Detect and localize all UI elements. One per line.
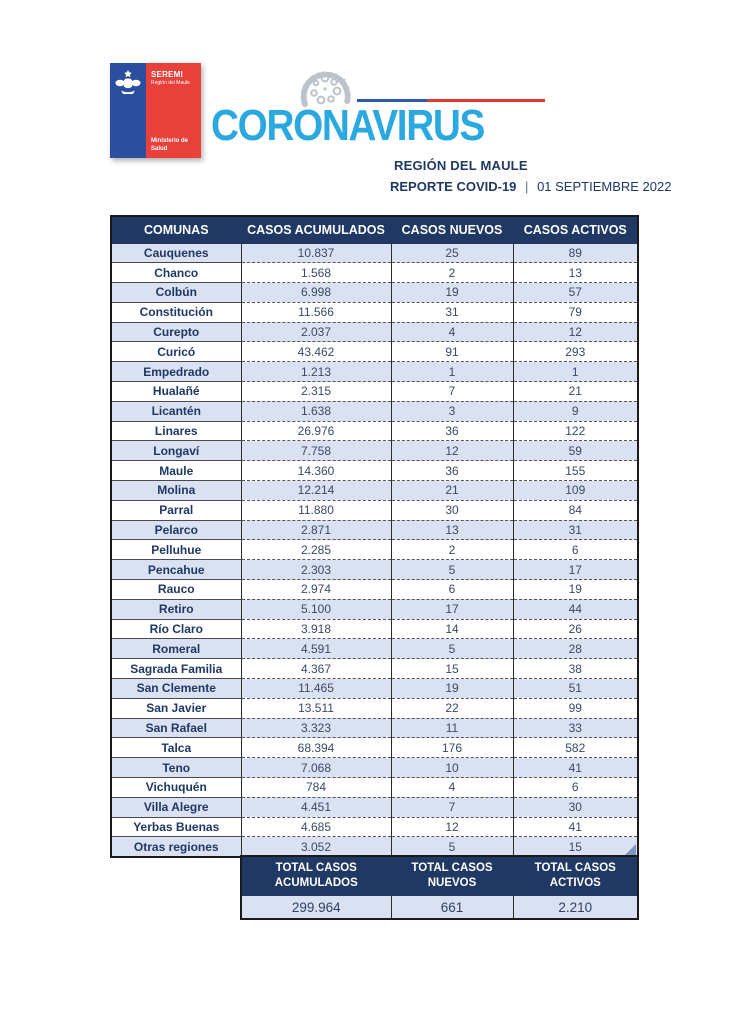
comuna-cell: Talca — [111, 738, 241, 758]
nuevos-cell: 2 — [391, 540, 513, 560]
acumulados-cell: 11.880 — [241, 500, 391, 520]
region-title: REGIÓN DEL MAULE — [394, 158, 528, 173]
nuevos-cell: 91 — [391, 342, 513, 362]
nuevos-cell: 1 — [391, 362, 513, 382]
acumulados-cell: 4.685 — [241, 817, 391, 837]
activos-cell: 12 — [513, 322, 638, 342]
activos-cell: 84 — [513, 500, 638, 520]
acumulados-cell: 784 — [241, 778, 391, 798]
table-row — [111, 797, 638, 817]
table-row — [111, 520, 638, 540]
table-row — [111, 619, 638, 639]
table-row — [111, 441, 638, 461]
table-row — [111, 342, 638, 362]
nuevos-cell: 2 — [391, 263, 513, 283]
activos-cell: 293 — [513, 342, 638, 362]
total-label-line2: ACUMULADOS — [274, 876, 358, 889]
activos-cell: 30 — [513, 797, 638, 817]
comuna-cell: Colbún — [111, 283, 241, 303]
nuevos-cell: 7 — [391, 382, 513, 402]
table-row — [111, 758, 638, 778]
acumulados-cell: 4.451 — [241, 797, 391, 817]
comuna-cell: Vichuquén — [111, 778, 241, 798]
report-date: 01 SEPTIEMBRE 2022 — [537, 179, 672, 194]
comuna-cell: Pelarco — [111, 520, 241, 540]
acumulados-cell: 2.974 — [241, 580, 391, 600]
activos-cell: 51 — [513, 679, 638, 699]
report-subtitle — [390, 179, 671, 194]
totals-table — [240, 855, 639, 920]
table-header-row — [111, 216, 638, 243]
nuevos-cell: 22 — [391, 698, 513, 718]
logo-ministry-label: Ministerio de Salud — [151, 138, 189, 152]
acumulados-cell: 14.360 — [241, 461, 391, 481]
table-row — [111, 421, 638, 441]
comuna-cell: Otras regiones — [111, 837, 241, 857]
acumulados-cell: 2.285 — [241, 540, 391, 560]
totals-header-row — [241, 856, 638, 895]
acumulados-cell: 43.462 — [241, 342, 391, 362]
nuevos-cell: 17 — [391, 599, 513, 619]
total-nuevos-value: 661 — [391, 895, 513, 919]
comuna-cell: San Clemente — [111, 679, 241, 699]
total-label-line2: ACTIVOS — [549, 876, 601, 889]
page-title: CORONAVIRUS — [211, 101, 485, 150]
nuevos-cell: 5 — [391, 560, 513, 580]
table-row — [111, 560, 638, 580]
nuevos-cell: 5 — [391, 837, 513, 857]
activos-cell: 26 — [513, 619, 638, 639]
table-row — [111, 322, 638, 342]
acumulados-cell: 11.566 — [241, 302, 391, 322]
comuna-cell: San Javier — [111, 698, 241, 718]
comuna-cell: Cauquenes — [111, 243, 241, 263]
comuna-cell: Pencahue — [111, 560, 241, 580]
activos-cell: 6 — [513, 540, 638, 560]
table-row — [111, 481, 638, 501]
nuevos-cell: 15 — [391, 659, 513, 679]
col-header-nuevos: CASOS NUEVOS — [391, 216, 513, 243]
nuevos-cell: 4 — [391, 322, 513, 342]
table-row — [111, 382, 638, 402]
nuevos-cell: 25 — [391, 243, 513, 263]
total-nuevos-header — [391, 856, 513, 895]
nuevos-cell: 5 — [391, 639, 513, 659]
table-row — [111, 599, 638, 619]
nuevos-cell: 13 — [391, 520, 513, 540]
acumulados-cell: 68.394 — [241, 738, 391, 758]
table-row — [111, 580, 638, 600]
comuna-cell: Sagrada Familia — [111, 659, 241, 679]
logo-blue-panel — [110, 63, 146, 158]
table-row — [111, 540, 638, 560]
col-header-comunas: COMUNAS — [111, 216, 241, 243]
acumulados-cell: 7.758 — [241, 441, 391, 461]
nuevos-cell: 19 — [391, 679, 513, 699]
total-label-line1: TOTAL CASOS — [534, 862, 616, 874]
col-header-acumulados: CASOS ACUMULADOS — [241, 216, 391, 243]
comuna-cell: Molina — [111, 481, 241, 501]
table-row — [111, 639, 638, 659]
table-row — [111, 461, 638, 481]
table-row — [111, 778, 638, 798]
activos-cell: 44 — [513, 599, 638, 619]
acumulados-cell: 10.837 — [241, 243, 391, 263]
comuna-cell: Yerbas Buenas — [111, 817, 241, 837]
table-row — [111, 283, 638, 303]
activos-cell: 582 — [513, 738, 638, 758]
activos-cell: 33 — [513, 718, 638, 738]
activos-cell: 109 — [513, 481, 638, 501]
activos-cell: 38 — [513, 659, 638, 679]
acumulados-cell: 6.998 — [241, 283, 391, 303]
comuna-cell: Curepto — [111, 322, 241, 342]
total-label-line1: TOTAL CASOS — [411, 862, 493, 874]
table-row — [111, 362, 638, 382]
total-activos-header — [513, 856, 638, 895]
acumulados-cell: 5.100 — [241, 599, 391, 619]
activos-cell: 28 — [513, 639, 638, 659]
comuna-cell: Parral — [111, 500, 241, 520]
acumulados-cell: 4.591 — [241, 639, 391, 659]
comuna-cell: Linares — [111, 421, 241, 441]
nuevos-cell: 11 — [391, 718, 513, 738]
total-label-line1: TOTAL CASOS — [275, 862, 357, 874]
comuna-cell: Longaví — [111, 441, 241, 461]
acumulados-cell: 3.052 — [241, 837, 391, 857]
nuevos-cell: 31 — [391, 302, 513, 322]
activos-cell: 79 — [513, 302, 638, 322]
report-label: REPORTE COVID-19 — [390, 179, 517, 194]
table-row — [111, 817, 638, 837]
comuna-cell: Pelluhue — [111, 540, 241, 560]
activos-cell: 59 — [513, 441, 638, 461]
comuna-cell: San Rafael — [111, 718, 241, 738]
nuevos-cell: 30 — [391, 500, 513, 520]
table-row — [111, 738, 638, 758]
logo-red-panel — [146, 63, 201, 158]
activos-cell: 6 — [513, 778, 638, 798]
comuna-cell: Retiro — [111, 599, 241, 619]
activos-cell: 21 — [513, 382, 638, 402]
comuna-cell: Río Claro — [111, 619, 241, 639]
activos-cell: 89 — [513, 243, 638, 263]
nuevos-cell: 176 — [391, 738, 513, 758]
comuna-cell: Romeral — [111, 639, 241, 659]
seremi-ministry-logo — [110, 63, 201, 158]
acumulados-cell: 1.568 — [241, 263, 391, 283]
acumulados-cell: 2.037 — [241, 322, 391, 342]
total-label-line2: NUEVOS — [427, 876, 477, 889]
activos-cell: 41 — [513, 817, 638, 837]
comuna-cell: Constitución — [111, 302, 241, 322]
acumulados-cell: 2.871 — [241, 520, 391, 540]
acumulados-cell: 12.214 — [241, 481, 391, 501]
total-acumulados-header — [241, 856, 391, 895]
nuevos-cell: 10 — [391, 758, 513, 778]
logo-seremi-label: SEREMI — [151, 70, 183, 79]
activos-cell: 57 — [513, 283, 638, 303]
table-row — [111, 243, 638, 263]
acumulados-cell: 1.638 — [241, 401, 391, 421]
acumulados-cell: 11.465 — [241, 679, 391, 699]
nuevos-cell: 19 — [391, 283, 513, 303]
comuna-cell: Villa Alegre — [111, 797, 241, 817]
acumulados-cell: 26.976 — [241, 421, 391, 441]
comuna-cell: Empedrado — [111, 362, 241, 382]
nuevos-cell: 12 — [391, 441, 513, 461]
acumulados-cell: 7.068 — [241, 758, 391, 778]
nuevos-cell: 12 — [391, 817, 513, 837]
activos-cell: 19 — [513, 580, 638, 600]
activos-cell: 9 — [513, 401, 638, 421]
acumulados-cell: 4.367 — [241, 659, 391, 679]
table-row — [111, 302, 638, 322]
table-row — [111, 659, 638, 679]
comuna-cell: Teno — [111, 758, 241, 778]
logo-region-label: Región del Maule — [151, 80, 190, 86]
report-separator: | — [525, 179, 529, 194]
comuna-cell: Rauco — [111, 580, 241, 600]
nuevos-cell: 4 — [391, 778, 513, 798]
acumulados-cell: 3.323 — [241, 718, 391, 738]
table-row — [111, 401, 638, 421]
nuevos-cell: 3 — [391, 401, 513, 421]
comuna-cell: Maule — [111, 461, 241, 481]
comuna-cell: Chanco — [111, 263, 241, 283]
table-row — [111, 837, 638, 857]
activos-cell: 1 — [513, 362, 638, 382]
activos-cell: 15 — [513, 837, 638, 857]
acumulados-cell: 2.303 — [241, 560, 391, 580]
acumulados-cell: 1.213 — [241, 362, 391, 382]
activos-cell: 99 — [513, 698, 638, 718]
activos-cell: 13 — [513, 263, 638, 283]
activos-cell: 41 — [513, 758, 638, 778]
activos-cell: 17 — [513, 560, 638, 580]
nuevos-cell: 21 — [391, 481, 513, 501]
nuevos-cell: 7 — [391, 797, 513, 817]
table-row — [111, 718, 638, 738]
activos-cell: 155 — [513, 461, 638, 481]
activos-cell: 122 — [513, 421, 638, 441]
total-acumulados-value: 299.964 — [241, 895, 391, 919]
nuevos-cell: 6 — [391, 580, 513, 600]
table-corner-fold — [625, 844, 636, 855]
acumulados-cell: 13.511 — [241, 698, 391, 718]
nuevos-cell: 14 — [391, 619, 513, 639]
activos-cell: 31 — [513, 520, 638, 540]
table-row — [111, 263, 638, 283]
comuna-cell: Curicó — [111, 342, 241, 362]
comuna-cell: Licantén — [111, 401, 241, 421]
total-activos-value: 2.210 — [513, 895, 638, 919]
acumulados-cell: 3.918 — [241, 619, 391, 639]
comuna-cell: Hualañé — [111, 382, 241, 402]
acumulados-cell: 2.315 — [241, 382, 391, 402]
communes-table — [110, 215, 639, 858]
table-body — [111, 243, 638, 857]
table-row — [111, 679, 638, 699]
nuevos-cell: 36 — [391, 461, 513, 481]
table-row — [111, 500, 638, 520]
totals-values-row — [241, 895, 638, 919]
nuevos-cell: 36 — [391, 421, 513, 441]
chile-coat-of-arms-icon — [114, 69, 142, 99]
col-header-activos: CASOS ACTIVOS — [513, 216, 638, 243]
table-row — [111, 698, 638, 718]
